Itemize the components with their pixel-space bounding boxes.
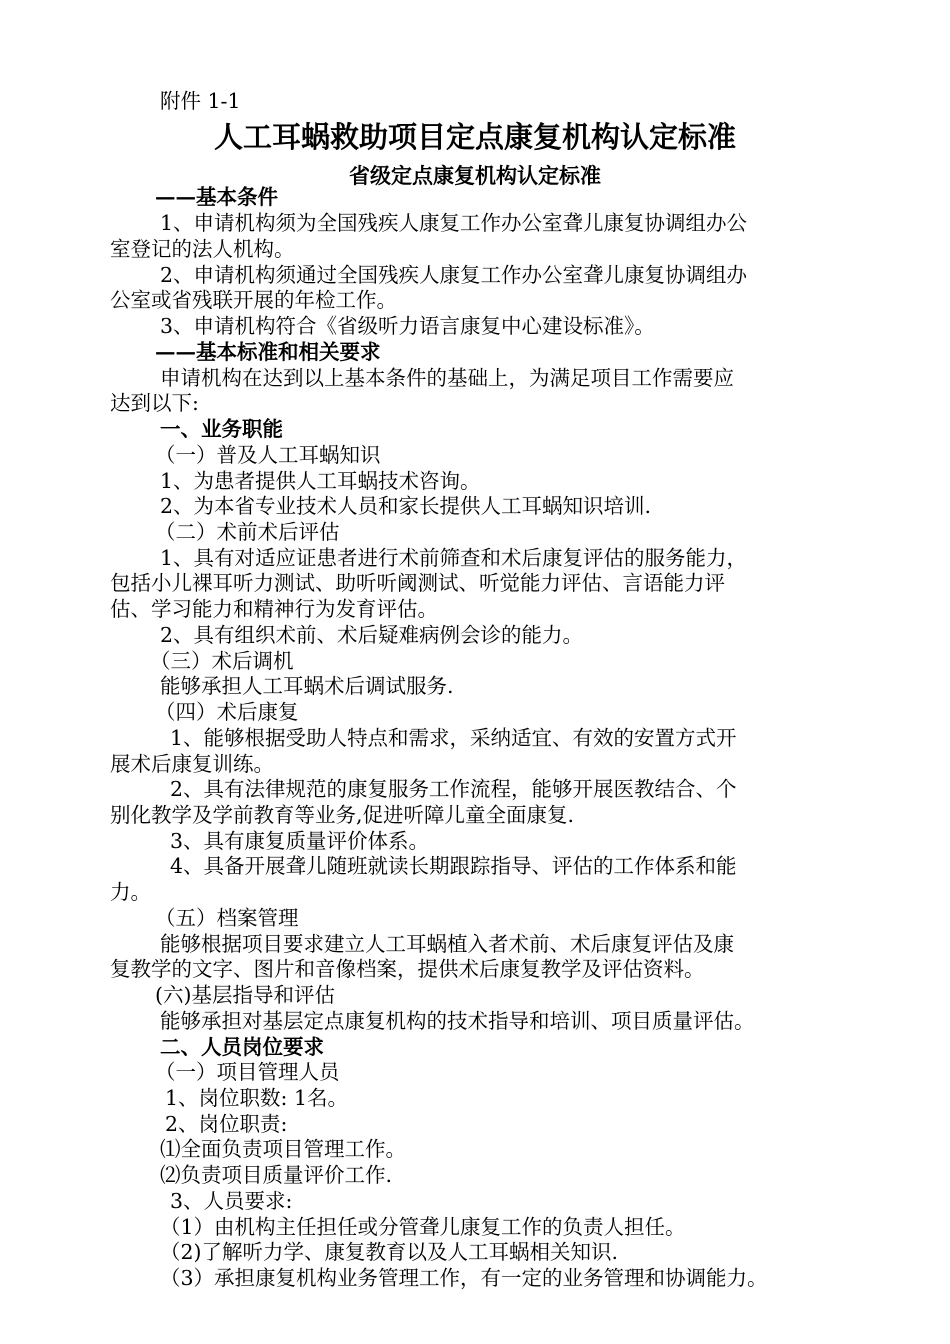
paragraph-line: 3、具有康复质量评价体系。 [170,829,430,853]
section-heading: 一、业务职能 [160,417,283,441]
document-title: 人工耳蜗救助项目定点康复机构认定标准 [213,120,736,154]
subsection-heading: （四）术后康复 [155,700,299,724]
paragraph-line: 2、为本省专业技术人员和家长提供人工耳蜗知识培训. [160,494,652,518]
paragraph-line: 1、具有对适应证患者进行术前筛查和术后康复评估的服务能力， [160,546,748,570]
document-subtitle: 省级定点康复机构认定标准 [349,163,601,188]
paragraph-line: （3）承担康复机构业务管理工作，有一定的业务管理和协调能力。 [160,1266,768,1290]
paragraph-line: 申请机构在达到以上基本条件的基础上，为满足项目工作需要应 [160,366,734,390]
paragraph-line: 公室或省残联开展的年检工作。 [110,288,397,312]
paragraph-line: 2、岗位职责: [165,1112,288,1136]
paragraph-line: 2、具有法律规范的康复服务工作流程，能够开展医教结合、个 [170,777,737,801]
paragraph-line: 包括小儿裸耳听力测试、助听听阈测试、听觉能力评估、言语能力评 [110,571,725,595]
paragraph-line: 能够承担人工耳蜗术后调试服务. [160,674,454,698]
paragraph-line: 1、岗位职数: 1名。 [165,1086,349,1110]
section-heading: ——基本标准和相关要求 [155,340,381,364]
paragraph-line: 复教学的文字、图片和音像档案，提供术后康复教学及评估资料。 [110,957,705,981]
paragraph-line: 1、能够根据受助人特点和需求，采纳适宜、有效的安置方式开 [170,726,737,750]
section-heading: ——基本条件 [155,185,278,209]
subsection-heading: （五）档案管理 [155,906,299,930]
paragraph-line: 室登记的法人机构。 [110,237,295,261]
paragraph-line: 能够根据项目要求建立人工耳蜗植入者术前、术后康复评估及康 [160,932,734,956]
paragraph-line: ⑵负责项目质量评价工作. [160,1163,393,1187]
paragraph-line: 4、具备开展聋儿随班就读长期跟踪指导、评估的工作体系和能 [170,854,737,878]
paragraph-line: 估、学习能力和精神行为发育评估。 [110,597,438,621]
subsection-heading: （二）术前术后评估 [155,520,340,544]
paragraph-line: （2)了解听力学、康复教育以及人工耳蜗相关知识. [160,1240,619,1264]
paragraph-line: 达到以下: [110,391,199,415]
paragraph-line: 1、为患者提供人工耳蜗技术咨询。 [160,469,481,493]
subsection-heading: (六)基层指导和评估 [155,983,335,1007]
paragraph-line: 3、申请机构符合《省级听力语言康复中心建设标准》。 [160,314,655,338]
subsection-heading: （一）普及人工耳蜗知识 [155,443,381,467]
subsection-heading: （三）术后调机 [150,649,294,673]
section-heading: 二、人员岗位要求 [160,1035,324,1059]
paragraph-line: 力。 [110,880,151,904]
attachment-label: 附件 1-1 [160,89,241,113]
paragraph-line: （1）由机构主任担任或分管聋儿康复工作的负责人担任。 [160,1215,686,1239]
paragraph-line: 展术后康复训练。 [110,752,274,776]
paragraph-line: 1、申请机构须为全国残疾人康复工作办公室聋儿康复协调组办公 [160,211,748,235]
paragraph-line: 2、具有组织术前、术后疑难病例会诊的能力。 [160,623,584,647]
paragraph-line: 2、申请机构须通过全国残疾人康复工作办公室聋儿康复协调组办 [160,263,748,287]
paragraph-line: 3、人员要求: [170,1189,293,1213]
paragraph-line: 别化教学及学前教育等业务,促进听障儿童全面康复. [110,803,575,827]
paragraph-line: 能够承担对基层定点康复机构的技术指导和培训、项目质量评估。 [160,1009,755,1033]
paragraph-line: ⑴全面负责项目管理工作。 [160,1137,406,1161]
subsection-heading: （一）项目管理人员 [155,1060,340,1084]
